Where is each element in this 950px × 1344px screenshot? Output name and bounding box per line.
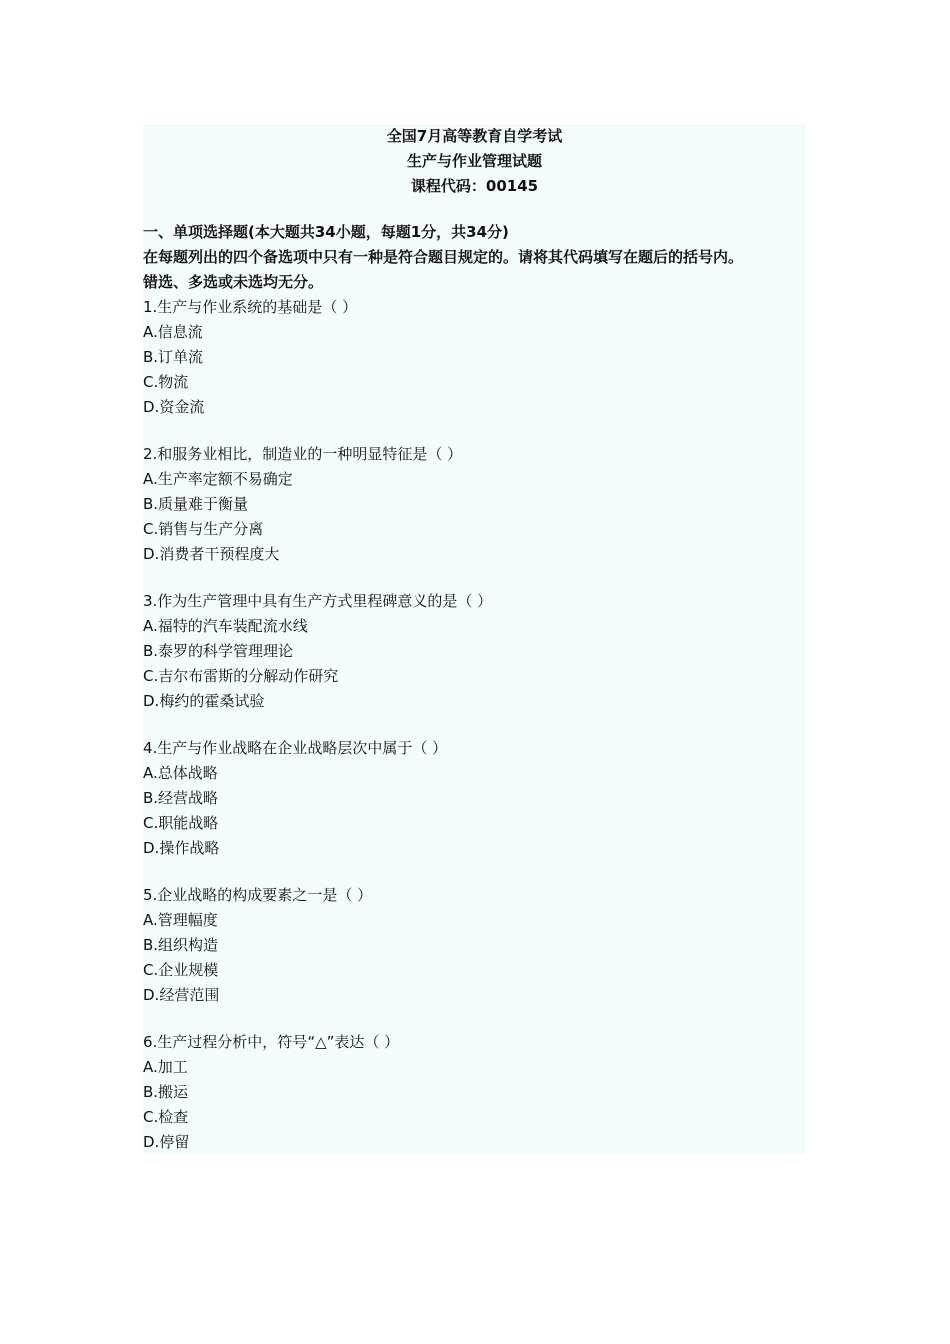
question-stem: 5.企业战略的构成要素之一是（ ） [143, 886, 373, 904]
instructions-line: 错选、多选或未选均无分。 [143, 273, 324, 291]
option-d: D.停留 [143, 1133, 190, 1151]
option-a: A.信息流 [143, 323, 203, 341]
option-d: D.操作战略 [143, 839, 220, 857]
option-c: C.企业规模 [143, 961, 219, 979]
option-b: B.泰罗的科学管理理论 [143, 642, 294, 660]
exam-header [143, 124, 806, 199]
option-b: B.搬运 [143, 1083, 189, 1101]
option-b: B.经营战略 [143, 789, 219, 807]
option-a: A.生产率定额不易确定 [143, 470, 293, 488]
option-b: B.组织构造 [143, 936, 219, 954]
option-d: D.资金流 [143, 398, 205, 416]
document-page [143, 124, 806, 1154]
option-d: D.消费者干预程度大 [143, 545, 280, 563]
exam-subject: 生产与作业管理试题 [406, 152, 542, 170]
option-a: A.总体战略 [143, 764, 218, 782]
question-1 [143, 295, 806, 420]
question-stem: 4.生产与作业战略在企业战略层次中属于（ ） [143, 739, 448, 757]
option-a: A.福特的汽车装配流水线 [143, 617, 308, 635]
question-2 [143, 442, 806, 567]
option-b: B.订单流 [143, 348, 204, 366]
option-c: C.物流 [143, 373, 189, 391]
question-5 [143, 883, 806, 1008]
question-stem: 3.作为生产管理中具有生产方式里程碑意义的是（ ） [143, 592, 493, 610]
instructions-line: 在每题列出的四个备选项中只有一种是符合题目规定的。请将其代码填写在题后的括号内。 [143, 248, 744, 266]
option-d: D.经营范围 [143, 986, 220, 1004]
question-6 [143, 1030, 806, 1155]
section-title: 一、单项选择题(本大题共34小题，每题1分，共34分) [143, 223, 509, 241]
question-stem: 1.生产与作业系统的基础是（ ） [143, 298, 358, 316]
exam-title: 全国7月高等教育自学考试 [386, 127, 563, 145]
option-b: B.质量难于衡量 [143, 495, 249, 513]
course-code: 课程代码：00145 [410, 177, 539, 195]
option-c: C.吉尔布雷斯的分解动作研究 [143, 667, 339, 685]
option-a: A.管理幅度 [143, 911, 218, 929]
option-c: C.职能战略 [143, 814, 219, 832]
section-instructions [143, 245, 806, 295]
question-4 [143, 736, 806, 861]
option-c: C.检查 [143, 1108, 189, 1126]
option-d: D.梅约的霍桑试验 [143, 692, 265, 710]
question-stem: 6.生产过程分析中，符号“△”表达（ ） [143, 1033, 400, 1051]
question-3 [143, 589, 806, 714]
question-stem: 2.和服务业相比，制造业的一种明显特征是（ ） [143, 445, 463, 463]
option-a: A.加工 [143, 1058, 188, 1076]
option-c: C.销售与生产分离 [143, 520, 264, 538]
